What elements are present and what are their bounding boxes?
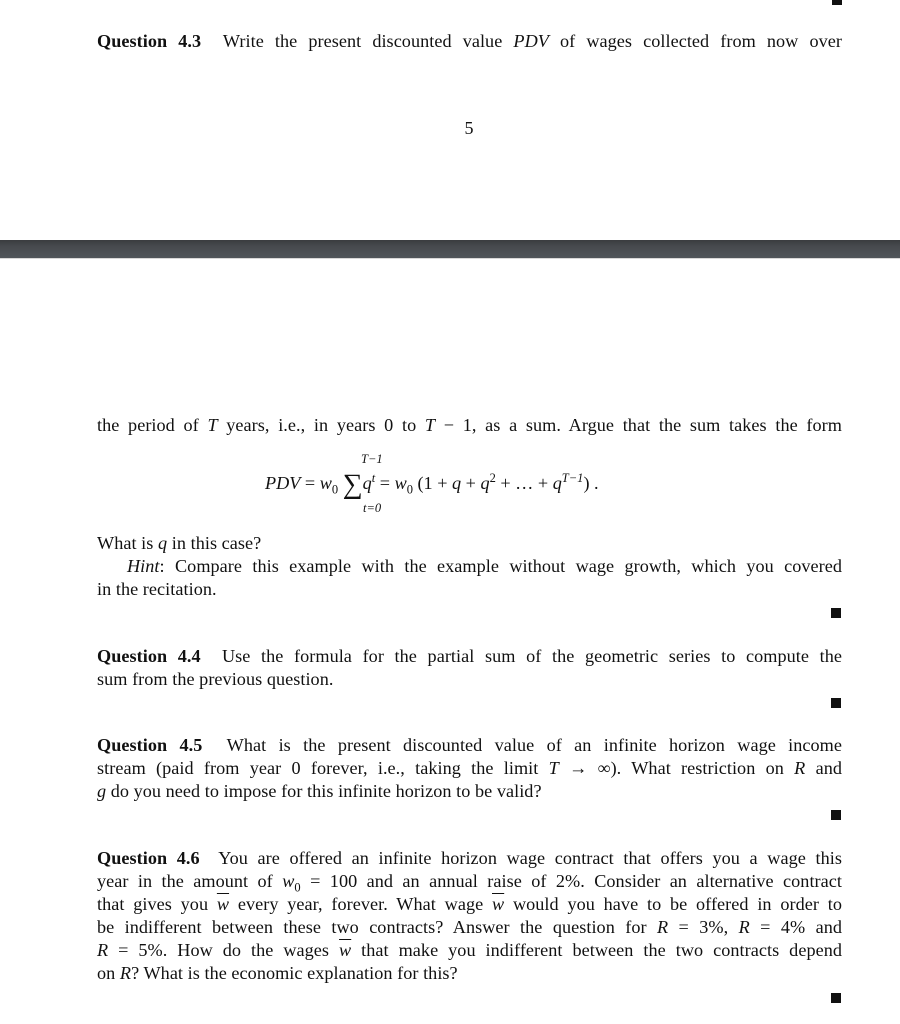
- text: do you need to impose for this infinite horizon to be valid?: [106, 781, 542, 801]
- question-4-6-line-5: [97, 939, 842, 962]
- question-4-5-line-2: [97, 757, 842, 780]
- eq-q: q: [362, 473, 372, 493]
- eq-q3-exp: T−1: [561, 470, 584, 485]
- text: the period of: [97, 415, 208, 435]
- eq-q2: q: [480, 473, 490, 493]
- eq-q-exp: t: [371, 470, 376, 485]
- eq-equals: =: [300, 473, 320, 493]
- eq-q3: q: [552, 473, 562, 493]
- hint-label: Hint: [127, 556, 160, 576]
- text: in this case?: [167, 533, 262, 553]
- text: = 100 and an annual raise of 2%. Consider an alternative contract: [300, 871, 843, 891]
- math-T: T: [548, 758, 559, 778]
- summation-sign: ∑: [342, 469, 363, 500]
- question-4-3-label: Question 4.3: [97, 31, 202, 51]
- eq-plus: +: [461, 473, 481, 493]
- text: You are offered an infinite horizon wage contract that offers you a wage this: [218, 848, 842, 868]
- math-R: R: [738, 917, 750, 937]
- question-4-5-line-1: [97, 734, 842, 757]
- equation-body: [265, 469, 599, 500]
- question-4-6-line-4: [97, 916, 842, 939]
- math-w-bar: $\overline{w}$: [492, 894, 505, 914]
- question-4-3-line-1: [97, 30, 842, 53]
- hint-line-1: [97, 555, 842, 578]
- text: on: [97, 963, 120, 983]
- math-w-bar: $\overline{w}$: [339, 940, 352, 960]
- text: What is the present discounted value of an infinite horizon wage income: [226, 735, 842, 755]
- question-4-6-line-2: [97, 870, 842, 893]
- eq-lhs: PDV: [265, 473, 301, 493]
- text: that make you indifferent between the two contracts depend: [351, 940, 843, 960]
- question-4-3-line-2: [97, 414, 842, 437]
- math-w-sub: 0: [294, 880, 301, 895]
- math-q: q: [158, 533, 168, 553]
- pdv-equation: [265, 452, 705, 518]
- text: years, i.e., in years 0 to: [217, 415, 425, 435]
- eq-close: ) .: [583, 473, 599, 493]
- math-T: T: [424, 415, 436, 435]
- eq-rhs-w-sub: 0: [406, 482, 413, 497]
- text: ? What is the economic explanation for this?: [131, 963, 458, 983]
- eq-q2-exp: 2: [489, 470, 496, 485]
- text: − 1, as a sum. Argue that the sum takes the form: [435, 415, 842, 435]
- question-4-5-line-3: [97, 780, 842, 803]
- text: = 5%. How do the wages: [108, 940, 340, 960]
- eq-open: (1 +: [412, 473, 453, 493]
- qed-end-mark-previous: [832, 0, 842, 5]
- math-R: R: [794, 758, 806, 778]
- qed-end-mark: [831, 993, 841, 1003]
- text: be indifferent between these two contracts? Answer the question for: [97, 917, 657, 937]
- text: Use the formula for the partial sum of the geometric series to compute the: [221, 646, 842, 666]
- text: What is: [97, 533, 159, 553]
- eq-w: w: [319, 473, 332, 493]
- math-R: R: [656, 917, 669, 937]
- math-T: T: [207, 415, 218, 435]
- question-4-4-label: Question 4.4: [97, 646, 201, 666]
- qed-end-mark: [831, 608, 841, 618]
- question-4-6-line-1: [97, 847, 842, 870]
- eq-equals-2: =: [375, 473, 395, 493]
- question-4-4-line-2: sum from the previous question.: [97, 669, 334, 689]
- text: = 3%,: [668, 917, 739, 937]
- text: : Compare this example with the example without wage growth, which you covered: [159, 556, 842, 576]
- math-w-bar: $\overline{w}$: [216, 894, 230, 914]
- eq-w-sub: 0: [331, 482, 339, 497]
- question-4-5-label: Question 4.5: [97, 735, 203, 755]
- math-R: R: [97, 940, 109, 960]
- sum-upper-limit: T−1: [361, 452, 383, 466]
- page-separator: [0, 240, 900, 259]
- sum-lower-limit: t=0: [363, 501, 382, 515]
- page-number: 5: [464, 118, 474, 138]
- question-4-4-line-1: [97, 645, 842, 668]
- math-g: g: [97, 781, 107, 801]
- eq-rhs-w: w: [394, 473, 407, 493]
- hint-line-2: in the recitation.: [97, 579, 217, 599]
- text: that gives you: [97, 894, 217, 914]
- text: Write the present discounted value: [222, 31, 514, 51]
- question-4-6-label: Question 4.6: [97, 848, 200, 868]
- text: would you have to be offered in order to: [504, 894, 842, 914]
- qed-end-mark: [831, 810, 841, 820]
- eq-dots: + … +: [495, 473, 553, 493]
- question-4-6-line-3: [97, 893, 842, 916]
- eq-q1: q: [452, 473, 462, 493]
- text: every year, forever. What wage: [229, 894, 492, 914]
- math-R: R: [119, 963, 132, 983]
- text: → ∞). What restriction on: [558, 758, 795, 778]
- math-w: w: [282, 871, 295, 891]
- qed-end-mark: [831, 698, 841, 708]
- text: of wages collected from now over: [548, 31, 842, 51]
- text: = 4% and: [749, 917, 842, 937]
- question-4-6-line-6: [97, 962, 842, 985]
- text: and: [805, 758, 842, 778]
- text: year in the amount of: [97, 871, 283, 891]
- text: stream (paid from year 0 forever, i.e., taking the limit: [97, 758, 549, 778]
- question-4-3-what-is-q: [97, 532, 842, 555]
- pdf-page-upper: [0, 0, 900, 240]
- pdv-symbol: PDV: [513, 31, 549, 51]
